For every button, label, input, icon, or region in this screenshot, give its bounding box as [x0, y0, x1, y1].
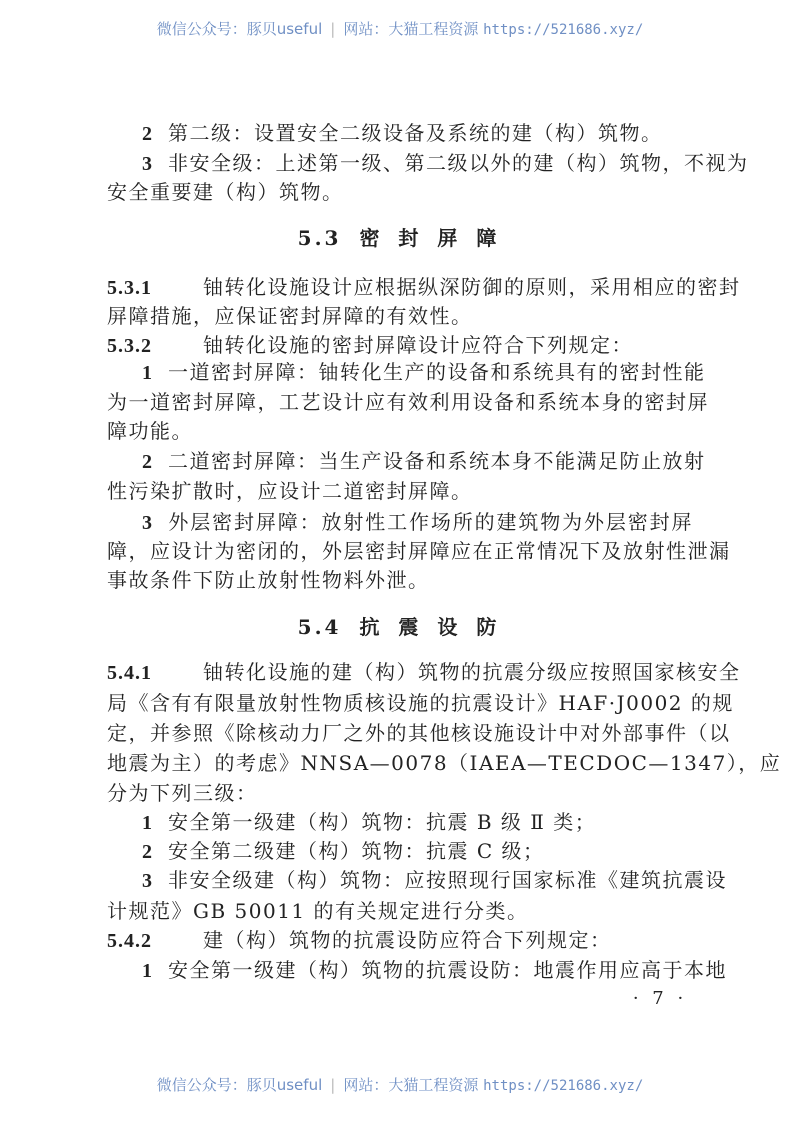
section-number: 5.4 [297, 615, 342, 639]
item-text: 外层密封屏障：放射性工作场所的建筑物为外层密封屏 [168, 510, 693, 534]
list-item [124, 957, 727, 983]
item-number: 1 [142, 362, 153, 384]
item-number: 2 [142, 123, 153, 145]
clause-text: 建（构）筑物的抗震设防应符合下列规定： [203, 928, 612, 952]
page-number: · 7 · [632, 988, 688, 1009]
clause-5-4-2 [107, 927, 693, 953]
text-line: 事故条件下防止放射性物料外泄。 [107, 568, 430, 592]
text-line: 计规范》GB 50011 的有关规定进行分类。 [107, 899, 529, 923]
clause-5-4-1 [107, 659, 741, 685]
text-line: 障功能。 [107, 419, 193, 443]
text-line: 为一道密封屏障，工艺设计应有效利用设备和系统本身的密封屏 [107, 390, 709, 414]
clause-text: 铀转化设施的密封屏障设计应符合下列规定： [203, 333, 633, 357]
text-line: 障，应设计为密闭的，外层密封屏障应在正常情况下及放射性泄漏 [107, 539, 731, 563]
text-line: 定，并参照《除核动力厂之外的其他核设施设计中对外部事件（以 [107, 721, 731, 745]
watermark-site: 网站：大猫工程资源 [343, 1076, 479, 1094]
item-text: 非安全级：上述第一级、第二级以外的建（构）筑物，不视为 [168, 151, 749, 175]
section-title: 抗 震 设 防 [359, 615, 503, 639]
list-item [124, 509, 693, 535]
clause-number: 5.3.2 [107, 335, 152, 357]
item-number: 2 [142, 841, 153, 863]
section-heading-5-4 [0, 614, 800, 640]
list-item [124, 150, 749, 176]
list-item [124, 448, 706, 474]
list-item [124, 359, 706, 385]
section-title: 密 封 屏 障 [359, 226, 503, 250]
clause-text: 铀转化设施的建（构）筑物的抗震分级应按照国家核安全 [203, 660, 741, 684]
item-number: 3 [142, 512, 153, 534]
item-number: 3 [142, 153, 153, 175]
clause-number: 5.4.1 [107, 662, 152, 684]
watermark-url[interactable]: https://521686.xyz/ [483, 22, 644, 38]
clause-text: 铀转化设施设计应根据纵深防御的原则，采用相应的密封 [203, 275, 741, 299]
section-heading-5-3 [0, 225, 800, 251]
text-line: 分为下列三级： [107, 781, 258, 805]
item-number: 1 [142, 812, 153, 834]
item-number: 1 [142, 960, 153, 982]
list-item [124, 809, 693, 835]
watermark-site: 网站：大猫工程资源 [343, 20, 479, 38]
item-text: 一道密封屏障：铀转化生产的设备和系统具有的密封性能 [168, 360, 706, 384]
watermark-separator: | [330, 20, 336, 38]
list-item [124, 867, 727, 893]
item-text: 安全第二级建（构）筑物：抗震 C 级； [168, 839, 545, 863]
item-text: 二道密封屏障：当生产设备和系统本身不能满足防止放射 [168, 449, 706, 473]
clause-number: 5.4.2 [107, 930, 152, 952]
list-item [124, 120, 693, 146]
watermark-url[interactable]: https://521686.xyz/ [483, 1078, 644, 1094]
text-line: 性污染扩散时，应设计二道密封屏障。 [107, 479, 473, 503]
clause-5-3-1 [107, 274, 741, 300]
section-number: 5.3 [297, 226, 342, 250]
clause-5-3-2 [107, 332, 693, 358]
watermark-footer [0, 1074, 800, 1095]
text-line: 局《含有有限量放射性物质核设施的抗震设计》HAF·J0002 的规 [107, 691, 734, 715]
item-text: 非安全级建（构）筑物：应按照现行国家标准《建筑抗震设 [168, 868, 727, 892]
item-text: 安全第一级建（构）筑物：抗震 B 级 Ⅱ 类； [168, 810, 597, 834]
item-number: 2 [142, 451, 153, 473]
item-number: 3 [142, 870, 153, 892]
text-line: 地震为主）的考虑》NNSA—0078（IAEA—TECDOC—1347），应 [107, 751, 782, 775]
watermark-wechat: 微信公众号：豚贝useful [156, 1076, 323, 1094]
text-line: 屏障措施，应保证密封屏障的有效性。 [107, 304, 473, 328]
text-line: 安全重要建（构）筑物。 [107, 180, 344, 204]
list-item [124, 838, 693, 864]
watermark-separator: | [330, 1076, 336, 1094]
watermark-wechat: 微信公众号：豚贝useful [156, 20, 323, 38]
watermark-header [0, 18, 800, 39]
item-text: 安全第一级建（构）筑物的抗震设防：地震作用应高于本地 [168, 958, 727, 982]
item-text: 第二级：设置安全二级设备及系统的建（构）筑物。 [168, 121, 663, 145]
clause-number: 5.3.1 [107, 277, 152, 299]
